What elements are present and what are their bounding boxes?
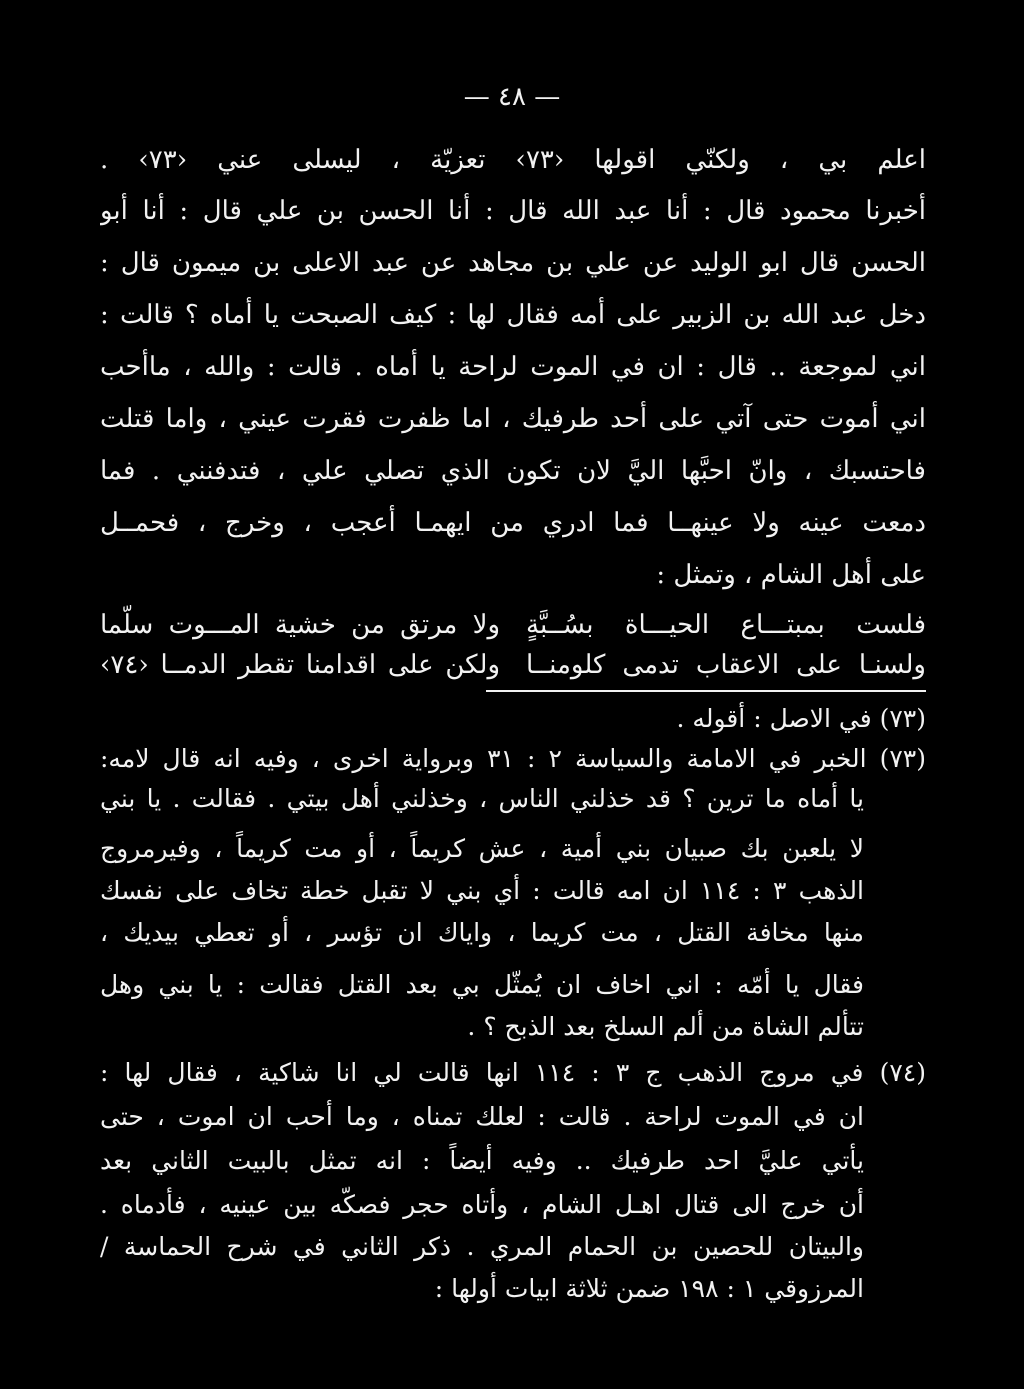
footnote-line: أن خرج الى قتال اهـل الشام ، وأتاه حجر فصكّه بين عينيه ، فأدماه . bbox=[100, 1190, 864, 1219]
footnote-line: يا أماه ما ترين ؟ قد خذلني الناس ، وخذلني أهل بيتي . فقالت . يا بني bbox=[100, 784, 864, 813]
footnote-line: المرزوقي ١ : ١٩٨ ضمن ثلاثة ابيات أولها : bbox=[434, 1274, 864, 1303]
body-line: اني أموت حتى آتي على أحد طرفيك ، اما ظفرت فقرت عيني ، واما قتلت bbox=[100, 404, 926, 434]
body-line: الحسن قال ابو الوليد عن علي بن مجاهد عن عبد الاعلى بن ميمون قال : bbox=[100, 248, 926, 278]
verse-hemistich-right: فلست بمبتـــاع الحيـــاة بسُــبَّةٍ bbox=[526, 610, 926, 640]
footnote-line: يأتي عليَّ احد طرفيك .. وفيه أيضاً : انه تمثل بالبيت الثاني بعد bbox=[100, 1146, 864, 1175]
footnote-line: ان في الموت لراحة . قالت : لعلك تمناه ، وما أحب ان اموت ، حتى bbox=[100, 1102, 864, 1131]
footnote-line: (٧٣) الخبر في الامامة والسياسة ٢ : ٣١ وبرواية اخرى ، وفيه انه قال لامه: bbox=[100, 744, 926, 773]
footnote-line: (٧٤) في مروج الذهب ج ٣ : ١١٤ انها قالت لي انا شاكية ، فقال لها : bbox=[100, 1058, 926, 1087]
footnote-line: منها مخافة القتل ، مت كريما ، واياك ان تؤسر ، أو تعطي بيديك ، bbox=[100, 918, 864, 947]
body-line: اني لموجعة .. قال : ان في الموت لراحة يا أماه . قالت : والله ، ماأحب bbox=[100, 352, 926, 382]
footnote-line: الذهب ٣ : ١١٤ ان امه قالت : أي بني لا تقبل خطة تخاف على نفسك bbox=[100, 876, 864, 905]
footnote-line: فقال يا أمّه : اني اخاف ان يُمثّل بي بعد القتل فقالت : يا بني وهل bbox=[100, 970, 864, 999]
body-line: على أهل الشام ، وتمثل : bbox=[656, 560, 926, 590]
verse-line-2 bbox=[100, 645, 926, 685]
footnote-line: لا يلعبن بك صبيان بني أمية ، عش كريماً ، أو مت كريماً ، وفيرمروج bbox=[100, 834, 864, 863]
verse-hemistich-left: ولا مرتق من خشية المـــوت سلّما bbox=[100, 610, 500, 640]
verse-line-1 bbox=[100, 605, 926, 645]
footnote-line: (٧٣) في الاصل : أقوله . bbox=[676, 704, 926, 733]
body-line: دخل عبد الله بن الزبير على أمه فقال لها : كيف الصبحت يا أماه ؟ قالت : bbox=[100, 300, 926, 330]
footnote-line: تتألم الشاة من ألم السلخ بعد الذبح ؟ . bbox=[467, 1012, 864, 1041]
body-line: دمعت عينه ولا عينهــا فما ادري من ايهمـا أعجب ، وخرج ، فحمــل bbox=[100, 508, 926, 538]
footnote-line: والبيتان للحصين بن الحمام المري . ذكر الثاني في شرح الحماسة / bbox=[100, 1232, 864, 1261]
verse-hemistich-right: ولسنـا على الاعقاب تدمى كلومنــا bbox=[526, 650, 926, 680]
page-number: — ٤٨ — bbox=[463, 82, 561, 112]
body-line: فاحتسبك ، وانّ احبَّها اليَّ لان تكون الذي تصلي علي ، فتدفنني . فما bbox=[100, 456, 926, 486]
body-line: اعلم بي ، ولكنّي اقولها ‹٧٣› تعزيّة ، ليسلى عني ‹٧٣› . bbox=[100, 145, 926, 175]
footnote-divider bbox=[486, 690, 926, 692]
verse-hemistich-left: ولكن على اقدامنا تقطر الدمــا ‹٧٤› bbox=[100, 650, 500, 680]
body-line: أخبرنا محمود قال : أنا عبد الله قال : أنا الحسن بن علي قال : أنا أبو bbox=[100, 196, 926, 226]
